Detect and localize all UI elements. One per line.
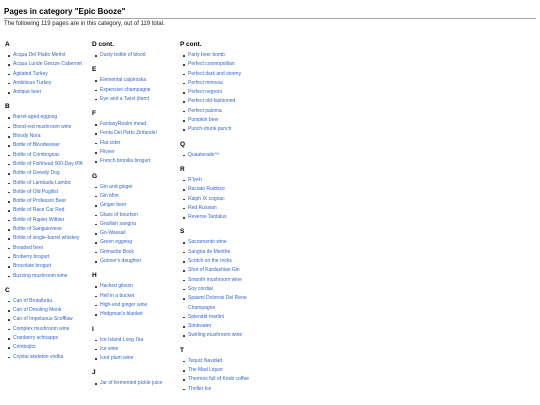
page-link[interactable]: Bloody Nora (5, 132, 89, 141)
page-link[interactable]: Smooth mushroom wine (180, 276, 264, 285)
page-link[interactable]: Elemental caipiroska (92, 76, 176, 85)
page-list (180, 151, 264, 160)
page-list (5, 51, 89, 97)
page-link[interactable]: FantasyRealm mead (92, 120, 176, 129)
page-link[interactable]: Hodgman's blanket (92, 310, 176, 319)
page-link[interactable]: Expensive champagne (92, 86, 176, 95)
page-link[interactable]: Eye and a Twist (item) (92, 95, 176, 104)
page-link[interactable]: Complex mushroom wine (5, 325, 89, 334)
page-link[interactable]: Perfect old-fashioned (180, 97, 264, 106)
page-link[interactable]: Soy cordial (180, 285, 264, 294)
page-link[interactable]: Breaded beer (5, 244, 89, 253)
page-link[interactable]: Cranberry schnapps (5, 334, 89, 343)
page-link[interactable]: Antique beer (5, 88, 89, 97)
title-divider (4, 18, 536, 19)
category-column (92, 40, 176, 394)
page-list (180, 238, 264, 340)
page-link[interactable]: Bottle of Old Pugilist (5, 188, 89, 197)
page-link[interactable]: Tequiz Navidad (180, 357, 264, 366)
section-heading: Q (180, 140, 186, 148)
page-link[interactable]: Can of Brotalbräu (5, 297, 89, 306)
category-section (180, 165, 264, 222)
page-list (180, 357, 264, 394)
page-link[interactable]: Can of Impetuous Scofflaw (5, 315, 89, 324)
section-heading: T (180, 346, 184, 354)
page-link[interactable]: Gin and ginger (92, 183, 176, 192)
page-list (92, 183, 176, 267)
page-link[interactable]: Ginger beer (92, 201, 176, 210)
page-list (92, 282, 176, 319)
page-link[interactable]: Crystal skeleton vodka (5, 353, 89, 362)
page-list (5, 297, 89, 362)
category-column (5, 40, 89, 367)
page-link[interactable]: Bottle of Race Car Red (5, 206, 89, 215)
category-section (92, 368, 176, 388)
page-link[interactable]: Party beer bomb (180, 51, 264, 60)
page-list (180, 51, 264, 135)
page-link[interactable]: Bottle of Fishhead 900-Day IPA (5, 160, 89, 169)
page-link[interactable]: Shot of Kardashian Gin (180, 266, 264, 275)
section-heading: D cont. (92, 41, 115, 48)
page-link[interactable]: Bottle of Lambada Lambic (5, 179, 89, 188)
category-section (180, 40, 264, 135)
page-link[interactable]: Iced plum wine (92, 354, 176, 363)
page-link[interactable]: Bottle of Crimbognac (5, 151, 89, 160)
page-list (92, 51, 176, 60)
page-link[interactable]: Reverse Tantalus (180, 213, 264, 222)
page-link[interactable]: Bottle of Professor Beer (5, 197, 89, 206)
page-link[interactable]: Perfect dark and stormy (180, 70, 264, 79)
page-link[interactable]: Sacramento wine (180, 238, 264, 247)
page-link[interactable]: Brocolate brogurt (5, 262, 89, 271)
page-link[interactable]: Flivver (92, 148, 176, 157)
section-heading: G (92, 172, 98, 180)
category-section (5, 286, 89, 362)
page-list (92, 120, 176, 166)
page-link[interactable]: Perfect mimosa (180, 79, 264, 88)
category-section (180, 346, 264, 394)
category-section (92, 109, 176, 166)
page-link[interactable]: Barrel-aged eggnog (5, 113, 89, 122)
page-list (92, 76, 176, 104)
category-section (5, 40, 89, 97)
page-link[interactable]: Green eggnog (92, 238, 176, 247)
category-section (5, 102, 89, 280)
page-link[interactable]: The Mad Liquor (180, 366, 264, 375)
page-link[interactable]: Bottle of Rapier Witbier (5, 216, 89, 225)
page-list (92, 336, 176, 364)
section-heading: C (5, 286, 10, 294)
category-section (92, 325, 176, 364)
category-section (92, 40, 176, 60)
page-link[interactable]: Agitated Turkey (5, 70, 89, 79)
page-link[interactable]: Gunner's daughter (92, 257, 176, 266)
page-list (180, 176, 264, 222)
page-link[interactable]: Hell in a bucket (92, 292, 176, 301)
section-heading: E (92, 66, 97, 74)
section-heading: S (180, 228, 185, 236)
section-heading: B (5, 103, 10, 111)
section-heading: R (180, 165, 185, 173)
section-heading: J (92, 369, 96, 377)
category-section (180, 140, 264, 160)
page-link[interactable]: Acqua Del Piatto Merlot (5, 51, 89, 60)
page-title: Pages in category "Epic Booze" (4, 7, 126, 16)
page-link[interactable]: Acqua Lunde Grezze Cabernet (5, 60, 89, 69)
page-link[interactable]: Can of Drooling Monk (5, 306, 89, 315)
page-link[interactable]: Bottle of Bloodweiser (5, 141, 89, 150)
section-heading: I (92, 325, 94, 333)
page-link[interactable]: R'lyeh (180, 176, 264, 185)
page-link[interactable]: Raciato Ruidoso (180, 185, 264, 194)
category-section (180, 227, 264, 340)
page-link[interactable]: Punch-drunk punch (180, 125, 264, 134)
page-list (92, 379, 176, 388)
page-link[interactable]: Jar of fermented pickle juice (92, 379, 176, 388)
category-column (180, 40, 264, 399)
page-link[interactable]: Sangria de Menthe (180, 248, 264, 257)
page-link[interactable]: Perfect paloma (180, 107, 264, 116)
page-list (5, 113, 89, 280)
page-link[interactable]: Ralph IX cognac (180, 195, 264, 204)
section-heading: P cont. (180, 41, 202, 48)
section-heading: F (92, 110, 96, 118)
page-link[interactable]: Swirling mushroom wine (180, 331, 264, 340)
page-link[interactable]: Gnollish sangria (92, 220, 176, 229)
page-link[interactable]: Thermos full of Knob coffee (180, 375, 264, 384)
category-section (92, 65, 176, 104)
page-link[interactable]: Spasmi Dolorosi Del Rene Champagne (180, 294, 264, 313)
page-link[interactable]: French bronilla brogurt (92, 157, 176, 166)
page-link[interactable]: Bottle of Sanguiovese (5, 225, 89, 234)
page-link[interactable]: Fenta Del Petto Zinfandel (92, 129, 176, 138)
page-link[interactable]: Hacked gibson (92, 282, 176, 291)
page-link[interactable]: Ambitious Turkey (5, 79, 89, 88)
page-link[interactable]: Blood-red mushroom wine (5, 123, 89, 132)
page-link[interactable]: Flat cider (92, 139, 176, 148)
category-intro: The following 119 pages are in this category, out of 119 total. (4, 21, 165, 27)
page-link[interactable]: Perfect cosmopolitan (180, 60, 264, 69)
page-link[interactable]: Gin Mint (92, 192, 176, 201)
page-link[interactable]: Quaatorade™ (180, 151, 264, 160)
page-link[interactable]: Pumpkin beer (180, 116, 264, 125)
page-link[interactable]: Bottle of single-barrel whiskey (5, 234, 89, 243)
page-link[interactable]: Broberry brogurt (5, 253, 89, 262)
page-link[interactable]: Dusty bottle of blood (92, 51, 176, 60)
page-link[interactable]: Go-Wassail (92, 229, 176, 238)
page-link[interactable]: Ice Island Long Tea (92, 336, 176, 345)
page-link[interactable]: Thriller Ice (180, 385, 264, 394)
page-link[interactable]: Red Russian (180, 204, 264, 213)
section-heading: H (92, 272, 97, 280)
page-link[interactable]: Scotch on the rocks (180, 257, 264, 266)
section-heading: A (5, 41, 10, 48)
page-link[interactable]: Grimacite Bock (92, 248, 176, 257)
page-link[interactable]: High-end ginger wine (92, 301, 176, 310)
page-link[interactable]: Bottle of Greedy Dog (5, 169, 89, 178)
page-link[interactable]: Buzzing mushroom wine (5, 272, 89, 281)
category-section (92, 271, 176, 319)
page-link[interactable]: Ice wine (92, 345, 176, 354)
page-link[interactable]: Glass of bourbon (92, 211, 176, 220)
page-link[interactable]: Crimbojito (5, 343, 89, 352)
category-section (92, 172, 176, 267)
page-link[interactable]: Stinkwater (180, 322, 264, 331)
page-link[interactable]: Splendid martini (180, 313, 264, 322)
page-link[interactable]: Perfect negroni (180, 88, 264, 97)
